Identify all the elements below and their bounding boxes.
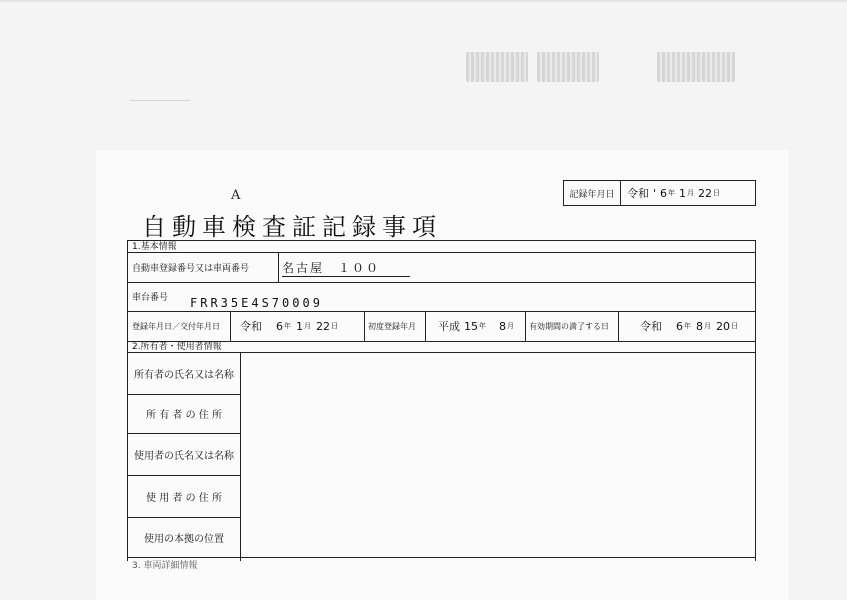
record-date-year: 6 (660, 186, 668, 200)
owner-name-label: 所有者の氏名又は名称 (134, 370, 234, 381)
page-title: 自動車検査証記録事項 (142, 213, 442, 241)
record-date-year-unit: 年 (668, 189, 676, 197)
registration-dates-row (128, 311, 755, 342)
expiry-divider-right (618, 311, 619, 341)
record-date-era: 令和 (627, 187, 649, 200)
blurred-stamp-middle (537, 52, 599, 82)
user-address-label: 使 用 者 の 住 所 (146, 492, 222, 504)
chassis-number-row (128, 282, 755, 312)
reg-date-era: 令和 (240, 320, 262, 333)
first-reg-label: 初度登録年月 (368, 321, 416, 331)
expiry-year-unit: 年 (684, 322, 691, 330)
reg-date-label: 登録年月日／交付年月日 (132, 321, 220, 331)
inspection-record-form (127, 240, 756, 571)
record-date-day-unit: 日 (713, 189, 721, 197)
expiry-label: 有効期間の満了する日 (529, 321, 609, 331)
expiry-day-unit: 日 (731, 322, 738, 330)
reg-date-day-unit: 日 (331, 322, 338, 330)
expiry-year: 6 (676, 319, 683, 333)
record-date-value (621, 181, 755, 205)
reg-date-divider (230, 311, 231, 341)
expiry-divider-left (525, 311, 526, 341)
first-reg-value (438, 311, 528, 341)
registration-number-label: 自動車登録番号又は車両番号 (132, 264, 250, 274)
record-date-month: 1 (679, 186, 687, 200)
base-location-label: 使用の本拠の位置 (144, 533, 224, 545)
document-mark: A (231, 188, 241, 203)
first-reg-year: 15 (464, 319, 478, 333)
registration-divider (278, 253, 279, 282)
first-reg-month: 8 (499, 319, 506, 333)
record-date-tick: ' (653, 186, 657, 200)
blurred-stamp-right (657, 52, 735, 82)
blurred-stamp-left (466, 52, 528, 82)
chassis-number-label: 車台番号 (132, 293, 169, 303)
paper-edge-shadow (0, 0, 847, 2)
registration-number-text: 名古屋 １００ (282, 259, 410, 277)
faint-bleed-text (130, 92, 190, 101)
section-owner-info-header: 2.所有者・使用者情報 (128, 341, 755, 353)
first-reg-divider-left (364, 311, 365, 341)
expiry-era: 令和 (640, 320, 662, 333)
record-date-day: 22 (698, 186, 713, 200)
record-date-label: 記録年月日 (564, 181, 621, 205)
owner-row-separator-5 (128, 557, 755, 558)
record-date-month-unit: 月 (687, 189, 695, 197)
reg-date-month-unit: 月 (304, 322, 311, 330)
owner-address-label: 所 有 者 の 住 所 (146, 410, 222, 421)
section-vehicle-detail-cutoff: 3. 車両詳細情報 (132, 561, 198, 571)
first-reg-year-unit: 年 (479, 322, 486, 330)
reg-date-day: 22 (316, 319, 330, 333)
section-basic-info-header: 1.基本情報 (128, 241, 755, 253)
first-reg-month-unit: 月 (507, 322, 514, 330)
expiry-day: 20 (716, 319, 730, 333)
reg-date-month: 1 (296, 319, 303, 333)
reg-date-year-unit: 年 (284, 322, 291, 330)
record-date-box (563, 180, 756, 206)
first-reg-era: 平成 (438, 320, 460, 333)
expiry-value (640, 311, 754, 341)
first-reg-divider-right (425, 311, 426, 341)
registration-number-value (282, 253, 755, 282)
owner-column-divider (240, 353, 241, 561)
registration-number-row (128, 253, 755, 283)
user-name-label: 使用者の氏名又は名称 (134, 450, 234, 462)
expiry-month: 8 (696, 319, 703, 333)
reg-date-year: 6 (276, 319, 283, 333)
expiry-month-unit: 月 (704, 322, 711, 330)
chassis-number-value: FRR35E4S70009 (190, 295, 323, 310)
reg-date-value (240, 311, 364, 341)
